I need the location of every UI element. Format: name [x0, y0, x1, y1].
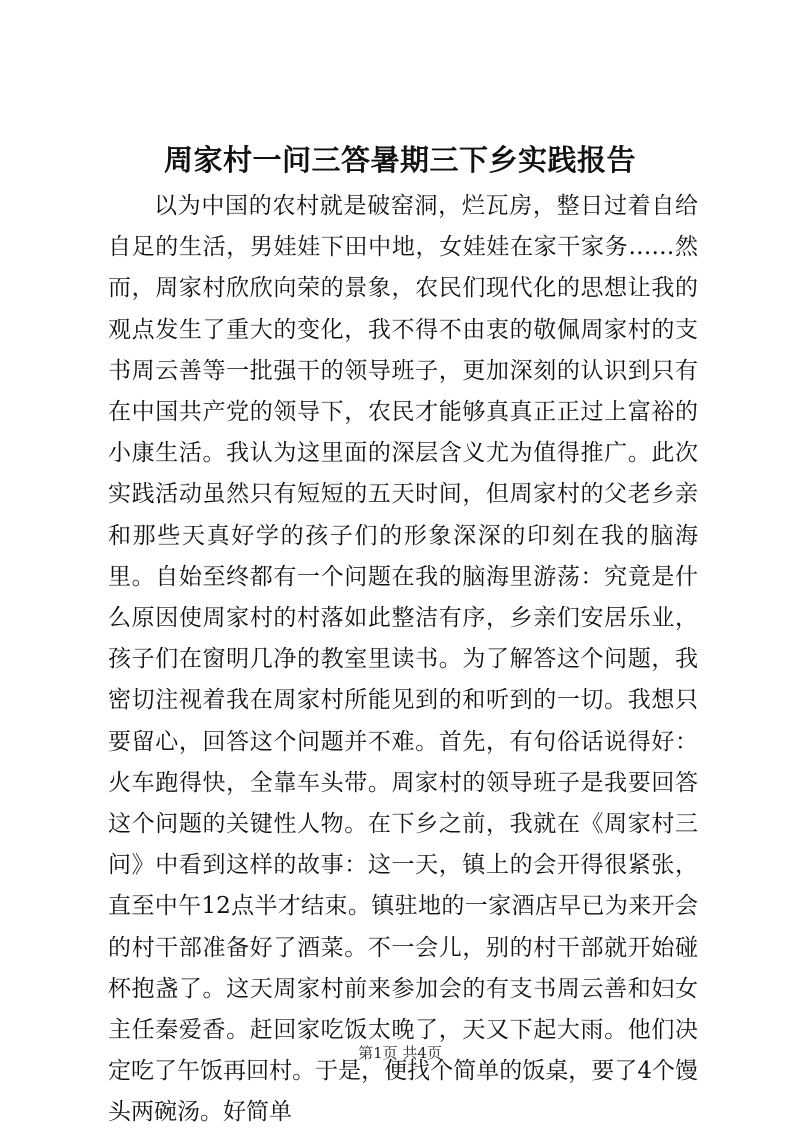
document-title: 周家村一问三答暑期三下乡实践报告 [163, 143, 636, 177]
document-body-paragraph: 以为中国的农村就是破窑洞，烂瓦房，整日过着自给自足的生活，男娃娃下田中地，女娃娃在家干家务……然而，周家村欣欣向荣的景象，农民们现代化的思想让我的观点发生了重大的变化，我不得不由衷的敬佩周家村的支书周云善等一批强干的领导班子，更加深刻的认识到只有在中国共产党的领导下，农民才能够真真正正过上富裕的小康生活。我认为这里面的深层含义尤为值得推广。此次实践活动虽然只有短短的五天时间，但周家村的父老乡亲和那些天真好学的孩子们的形象深深的印刻在我的脑海里。自始至终都有一个问题在我的脑海里游荡：究竟是什么原因使周家村的村落如此整洁有序，乡亲们安居乐业，孩子们在窗明几净的教室里读书。为了解答这个问题，我密切注视着我在周家村所能见到的和听到的一切。我想只要留心，回答这个问题并不难。首先，有句俗话说得好：火车跑得快，全靠车头带。周家村的领导班子是我要回答这个问题的关键性人物。在下乡之前，我就在《周家村三问》中看到这样的故事：这一天，镇上的会开得很紧张，直至中午12点半才结束。镇驻地的一家酒店早已为来开会的村干部准备好了酒菜。不一会儿，别的村干部就开始碰杯抱盏了。这天周家村前来参加会的有支书周云善和妇女主任秦爱香。赶回家吃饭太晚了，天又下起大雨。他们决定吃了午饭再回村。于是，便找个简单的饭桌，要了4个馒头两碗汤。好简单 [108, 193, 698, 1126]
page-number-footer: 第1页 共4页 [358, 1044, 442, 1062]
